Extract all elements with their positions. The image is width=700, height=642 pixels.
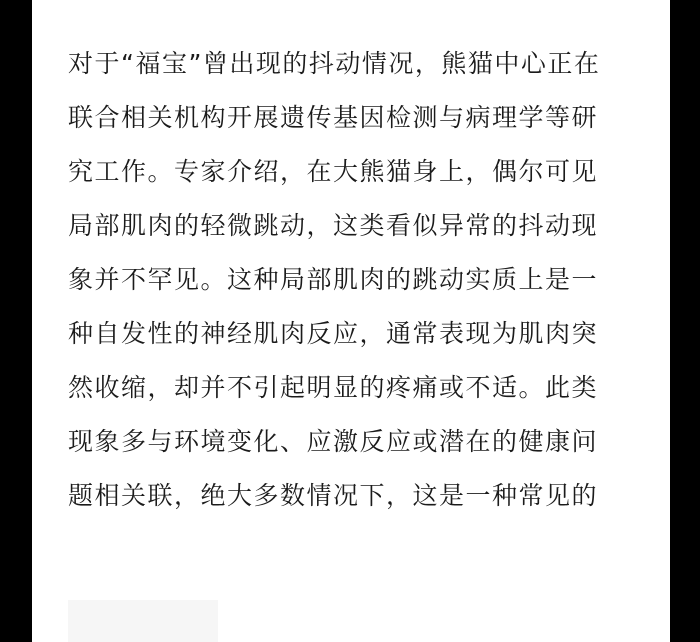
article-line-5: 象并不罕见。这种局部肌肉的跳动实质上是一 [68,265,599,294]
article-line-7: 然收缩，却并不引起明显的疼痛或不适。此类 [68,373,599,402]
article-line-2: 联合相关机构开展遗传基因检测与病理学等研 [68,103,599,132]
next-content-placeholder [68,600,218,642]
article-page [32,0,670,642]
article-line-3: 究工作。专家介绍，在大熊猫身上，偶尔可见 [68,157,599,186]
article-body [68,37,648,523]
article-line-9: 题相关联，绝大多数情况下，这是一种常见的 [68,481,599,510]
article-line-1: 对于“福宝”曾出现的抖动情况，熊猫中心正在 [68,49,601,78]
article-line-4: 局部肌肉的轻微跳动，这类看似异常的抖动现 [68,211,599,240]
article-line-8: 现象多与环境变化、应激反应或潜在的健康问 [68,427,599,456]
article-line-6: 种自发性的神经肌肉反应，通常表现为肌肉突 [68,319,599,348]
